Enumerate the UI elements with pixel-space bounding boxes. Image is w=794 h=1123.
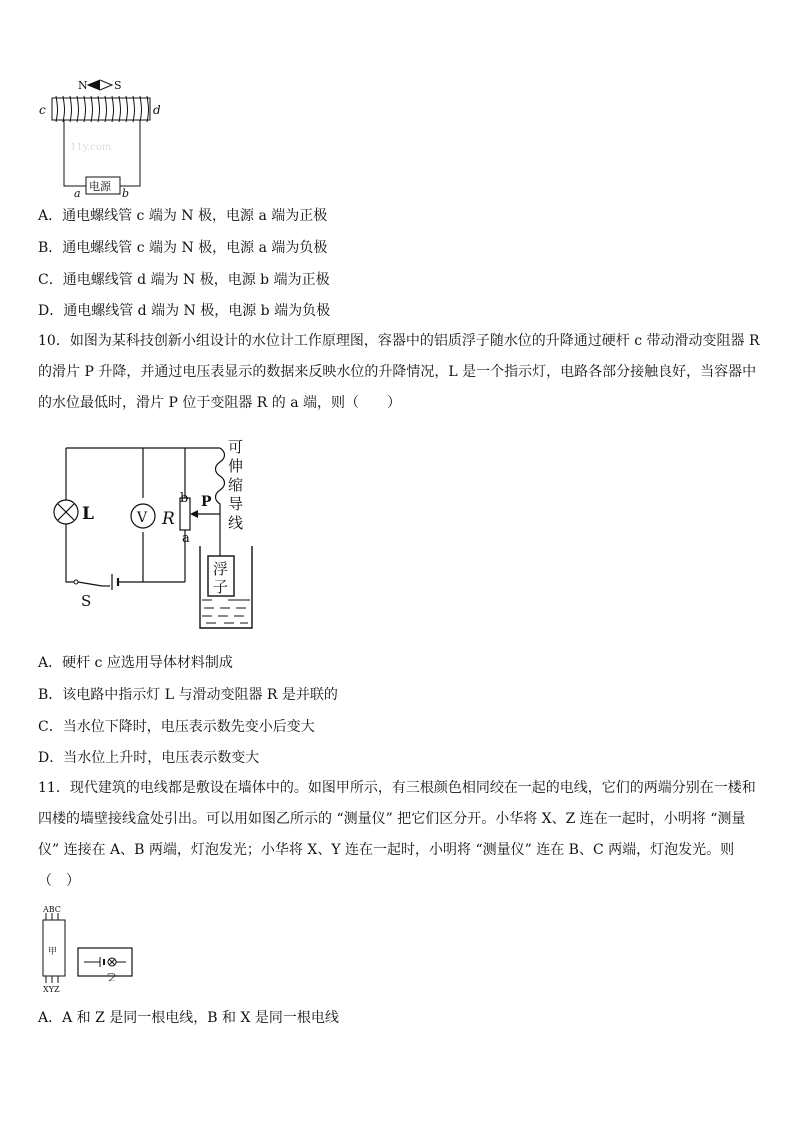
lamp-label: L [82, 504, 94, 524]
wire-left [64, 120, 86, 186]
wires-top-label: ABC [43, 905, 61, 914]
needle-s-label: S [114, 79, 122, 92]
slider-label: P [201, 494, 212, 510]
wire-label-2: 伸 [228, 457, 244, 475]
q10-option-b: B．该电路中指示灯 L 与滑动变阻器 R 是并联的 [38, 687, 338, 703]
wire-label-5: 线 [228, 514, 244, 532]
solenoid-core [52, 98, 150, 120]
q10-option-d: D．当水位上升时，电压表示数变大 [38, 750, 260, 766]
q9-option-d: D．通电螺线管 d 端为 N 极，电源 b 端为负极 [38, 303, 331, 319]
wire-label-3: 缩 [228, 476, 244, 494]
q11-option-a: A．A 和 Z 是同一根电线，B 和 X 是同一根电线 [38, 1010, 339, 1026]
water-level-figure [48, 434, 268, 634]
float-label-1: 浮 [213, 560, 229, 578]
switch-label: S [81, 592, 92, 610]
q9-option-b: B．通电螺线管 c 端为 N 极，电源 a 端为负极 [38, 240, 328, 256]
switch-contact [74, 580, 78, 584]
float-label-2: 子 [213, 578, 229, 596]
q10-stem: 10．如图为某科技创新小组设计的水位计工作原理图，容器中的铝质浮子随水位的升降通过硬杆 c 带动滑动变阻器 R 的滑片 P 升降，并通过电压表显示的数据来反映水位的升降情况，L 是一个指示灯，电路各部分接触良好，当容器中的水位最低时，滑片 P 位于变阻器 R 的 a 端，则（ ） [38, 333, 760, 411]
q11-stem: 11．现代建筑的电线都是敷设在墙体中的。如图甲所示，有三根颜色相同绞在一起的电线，它们的两端分别在一楼和四楼的墙壁接线盒处引出。可以用如图乙所示的 “测量仪” 把它们区分开。小华将 X、Z 连在一起时，小明将 “测量仪” 连接在 A、B 两端，灯泡发光；小华将 X、Y 连在一起时，小明将 “测量仪” 连在 B、C 两端，灯泡发光。则（ ） [38, 780, 756, 889]
flexible-wire [216, 448, 225, 514]
watermark: 11y.com [70, 142, 112, 153]
resistor-label: R [162, 509, 175, 529]
wires-figure [38, 904, 148, 996]
wires-bottom-label: XYZ [43, 985, 60, 994]
resistor-end-b: b [180, 491, 189, 506]
yi-label: 乙 [106, 971, 116, 981]
power-supply-label: 电源 [89, 180, 111, 193]
resistor-end-a: a [182, 531, 190, 546]
q10-option-c: C．当水位下降时，电压表示数先变小后变大 [38, 719, 315, 735]
q10-option-a: A．硬杆 c 应选用导体材料制成 [38, 655, 233, 671]
q9-option-a: A．通电螺线管 c 端为 N 极，电源 a 端为正极 [38, 208, 328, 224]
wire-label-1: 可 [228, 438, 244, 456]
wire-label-4: 导 [228, 495, 244, 513]
supply-a-label: a [74, 187, 81, 200]
switch-blade [78, 582, 102, 586]
solenoid-figure [34, 70, 164, 200]
slider-arrow [190, 510, 198, 518]
jia-label: 甲 [48, 947, 58, 957]
water-lines [202, 600, 250, 623]
voltmeter-label: V [137, 510, 148, 526]
q9-option-c: C．通电螺线管 d 端为 N 极，电源 b 端为正极 [38, 272, 330, 288]
supply-b-label: b [122, 187, 130, 200]
wire-right [120, 120, 140, 186]
needle-n-label: N [78, 79, 88, 92]
end-d-label: d [153, 103, 161, 117]
end-c-label: c [39, 103, 46, 117]
